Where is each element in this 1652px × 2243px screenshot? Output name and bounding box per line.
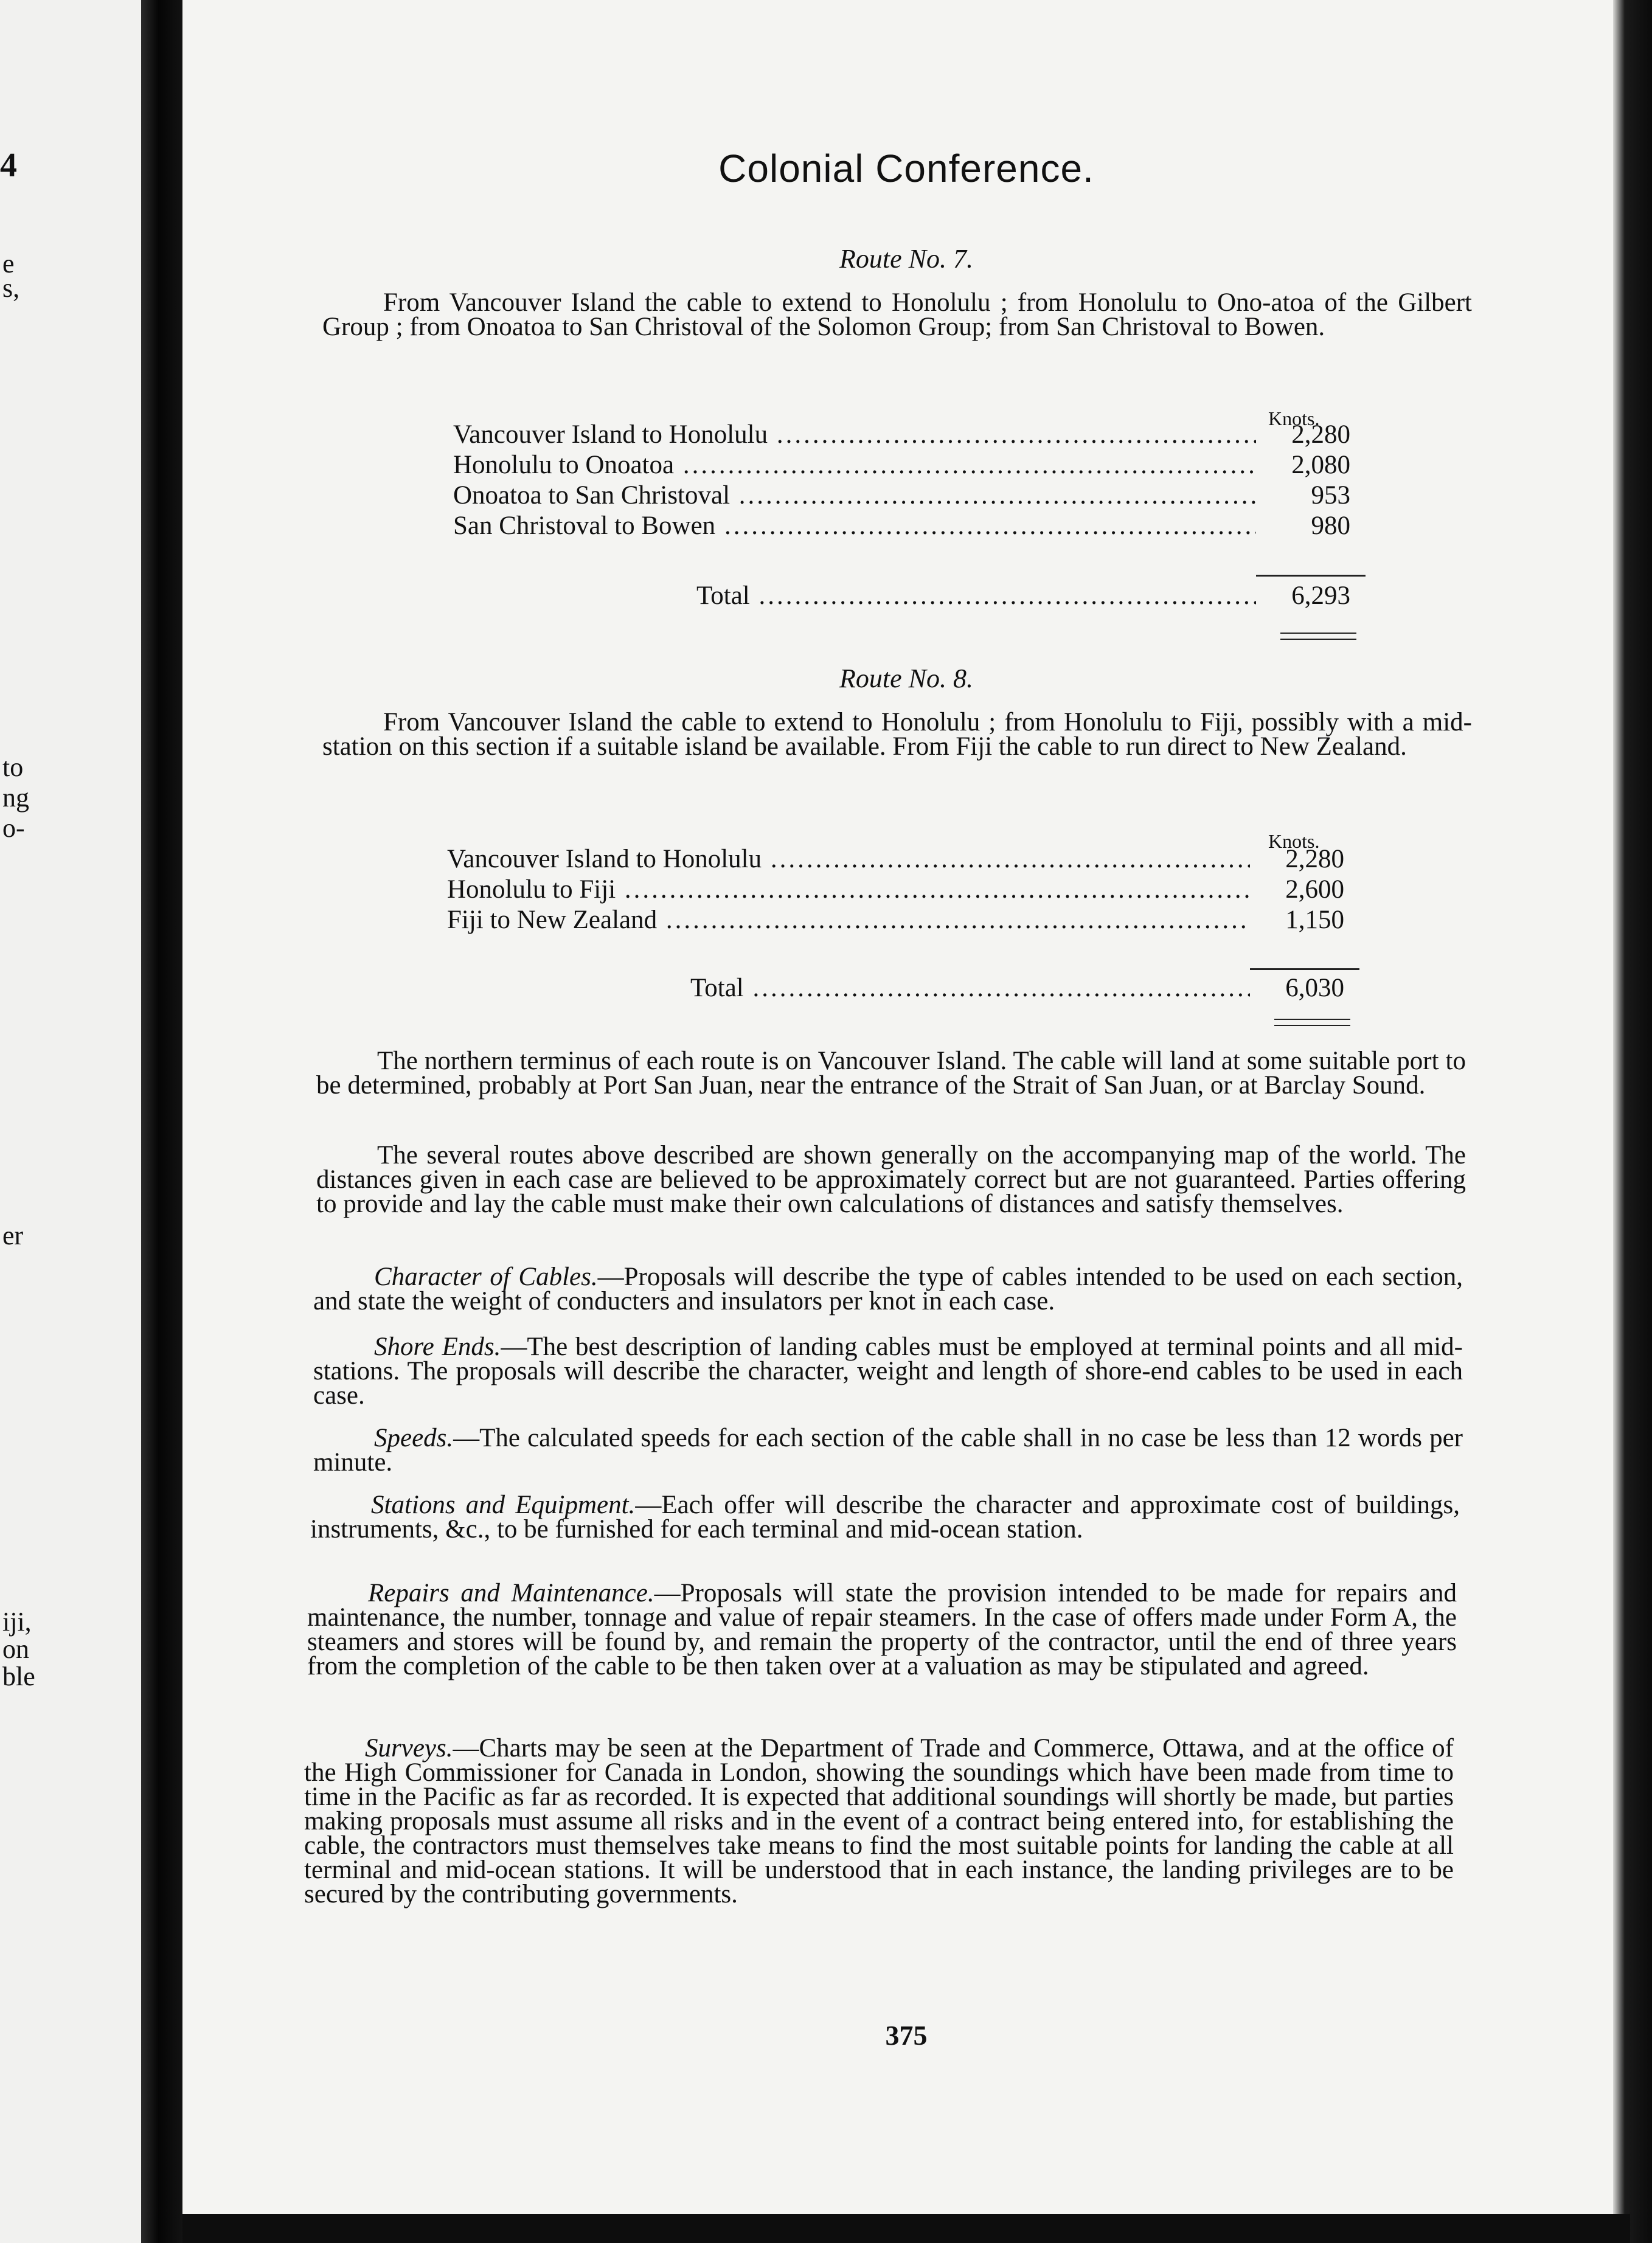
facing-text: ble [2, 1662, 35, 1691]
section-text: —Proposals will state the provision intended to be made for repairs and maintenance, the number, tonnage and value of repair steamers. In the case of offers made under Form A, the steamers and stores will be found by, and remain the property of the contractor, until the end of three years from the completion of the cable to be then taken over at a valuation as may be stipulated and agreed. [307, 1579, 1457, 1680]
paragraph-shore-ends [313, 1335, 1463, 1408]
row-label: Vancouver Island to Honolulu ..... [447, 844, 1250, 874]
route-8-knots-heading: Knots. [1268, 830, 1320, 852]
route-7-total [696, 581, 1353, 617]
total-label: Total ..... [696, 581, 1256, 611]
section-heading: Speeds. [374, 1424, 454, 1452]
double-rule [1274, 1019, 1350, 1020]
paragraph-speeds [313, 1426, 1463, 1475]
route-7-description: From Vancouver Island the cable to extend to Honolulu ; from Honolulu to Ono-atoa of the Gilbert Group ; from Onoatoa to San Christoval of the Solomon Group; from San Christoval to Bowen. [322, 288, 1472, 341]
paragraph-terminus: The northern terminus of each route is on Vancouver Island. The cable will land at some suitable port to be determined, probably at Port San Juan, near the entrance of the Strait of San Juan, or at Barclay Sound. [316, 1047, 1466, 1100]
table-row [453, 511, 1350, 547]
row-label: Fiji to New Zealand ..... [447, 905, 1250, 935]
row-value: 980 [1311, 511, 1350, 540]
facing-page-fragment [0, 0, 141, 2243]
route-7-title: Route No. 7. [839, 244, 973, 274]
section-text: —Proposals will describe the type of cables intended to be used on each section, and state the weight of conducters and insulators per knot in each case. [313, 1263, 1463, 1316]
total-value: 6,030 [1285, 974, 1344, 1002]
total-label: Total ..... [690, 973, 1250, 1003]
row-label: Vancouver Island to Honolulu ..... [453, 420, 1256, 449]
section-text: —The best description of landing cables must be employed at terminal points and all mid-stations. The proposals will describe the character, weight and length of shore-end cables to be used in each case. [313, 1333, 1463, 1410]
total-rule [1256, 575, 1366, 577]
facing-text: s, [2, 273, 20, 303]
page-edge [1613, 0, 1652, 2243]
section-heading: Stations and Equipment. [371, 1491, 636, 1519]
double-rule [1274, 1025, 1350, 1026]
facing-text: o- [2, 813, 25, 843]
section-heading: Surveys. [365, 1734, 453, 1763]
total-row [696, 581, 1350, 617]
row-value: 2,280 [1291, 420, 1350, 449]
row-label: Honolulu to Fiji ..... [447, 875, 1250, 904]
route-8-description: From Vancouver Island the cable to extend to Honolulu ; from Honolulu to Fiji, possibly with a mid-station on this section if a suitable island be available. From Fiji the cable to run direct to New Zealand. [322, 708, 1472, 761]
row-label: San Christoval to Bowen ..... [453, 511, 1256, 541]
section-text: —Charts may be seen at the Department of Trade and Commerce, Ottawa, and at the office of the High Commissioner for Canada in London, showing the soundings which have been made from time to time in the Pacific as far as recorded. It is expected that additional soundings will shortly be made, but parties making proposals must assume all risks and in the event of a contract being entered into, for establishing the cable, the contractors must themselves take means to find the most suitable points for landing the cable at all terminal and mid-ocean stations. It will be understood that in each instance, the landing privileges are to be secured by the contributing governments. [304, 1734, 1454, 1908]
facing-text: ng [2, 783, 29, 813]
double-rule [1280, 633, 1356, 634]
running-head: Colonial Conference. [718, 147, 1094, 190]
section-heading: Character of Cables. [374, 1263, 598, 1291]
paragraph-character-of-cables [313, 1265, 1463, 1314]
total-value: 6,293 [1291, 581, 1350, 610]
section-heading: Repairs and Maintenance. [368, 1579, 654, 1607]
route-8-table [447, 844, 1347, 966]
paragraph-stations-equipment [310, 1493, 1460, 1542]
row-label: Onoatoa to San Christoval ..... [453, 480, 1256, 510]
route-8-title: Route No. 8. [839, 664, 973, 693]
facing-text: to [2, 752, 24, 782]
section-text: —The calculated speeds for each section of the cable shall in no case be less than 12 words per minute. [313, 1424, 1463, 1477]
section-heading: Shore Ends. [374, 1333, 501, 1361]
route-8-total [690, 973, 1347, 1010]
page-bottom-shadow [182, 2214, 1630, 2243]
row-label: Honolulu to Onoatoa ..... [453, 450, 1256, 480]
facing-text: er [2, 1221, 24, 1250]
row-value: 2,080 [1291, 451, 1350, 479]
paragraph-repairs-maintenance [307, 1581, 1457, 1679]
paragraph-surveys [304, 1736, 1454, 1907]
row-value: 953 [1311, 481, 1350, 510]
paragraph-routes-map: The several routes above described are shown generally on the accompanying map of the world. The distances given in each case are believed to be approximately correct but are not guaranteed. Parties offering to provide and lay the cable must make their own calculations of distances and satisfy themselves. [316, 1141, 1466, 1218]
total-rule [1250, 968, 1359, 970]
book-gutter [141, 0, 185, 2243]
route-7-knots-heading: Knots. [1268, 407, 1320, 429]
total-row [690, 973, 1344, 1010]
facing-text: on [2, 1634, 29, 1664]
page-number: 375 [885, 2020, 928, 2051]
row-value: 1,150 [1285, 906, 1344, 934]
table-row [447, 905, 1344, 941]
row-value: 2,600 [1285, 875, 1344, 904]
double-rule [1280, 639, 1356, 640]
facing-text: e [2, 249, 15, 279]
facing-text: iji, [2, 1607, 32, 1637]
row-value: 2,280 [1285, 845, 1344, 873]
facing-page-number: 4 [0, 147, 17, 184]
section-text: —Each offer will describe the character and approximate cost of buildings, instruments, &c., to be furnished for each terminal and mid-ocean station. [310, 1491, 1460, 1544]
